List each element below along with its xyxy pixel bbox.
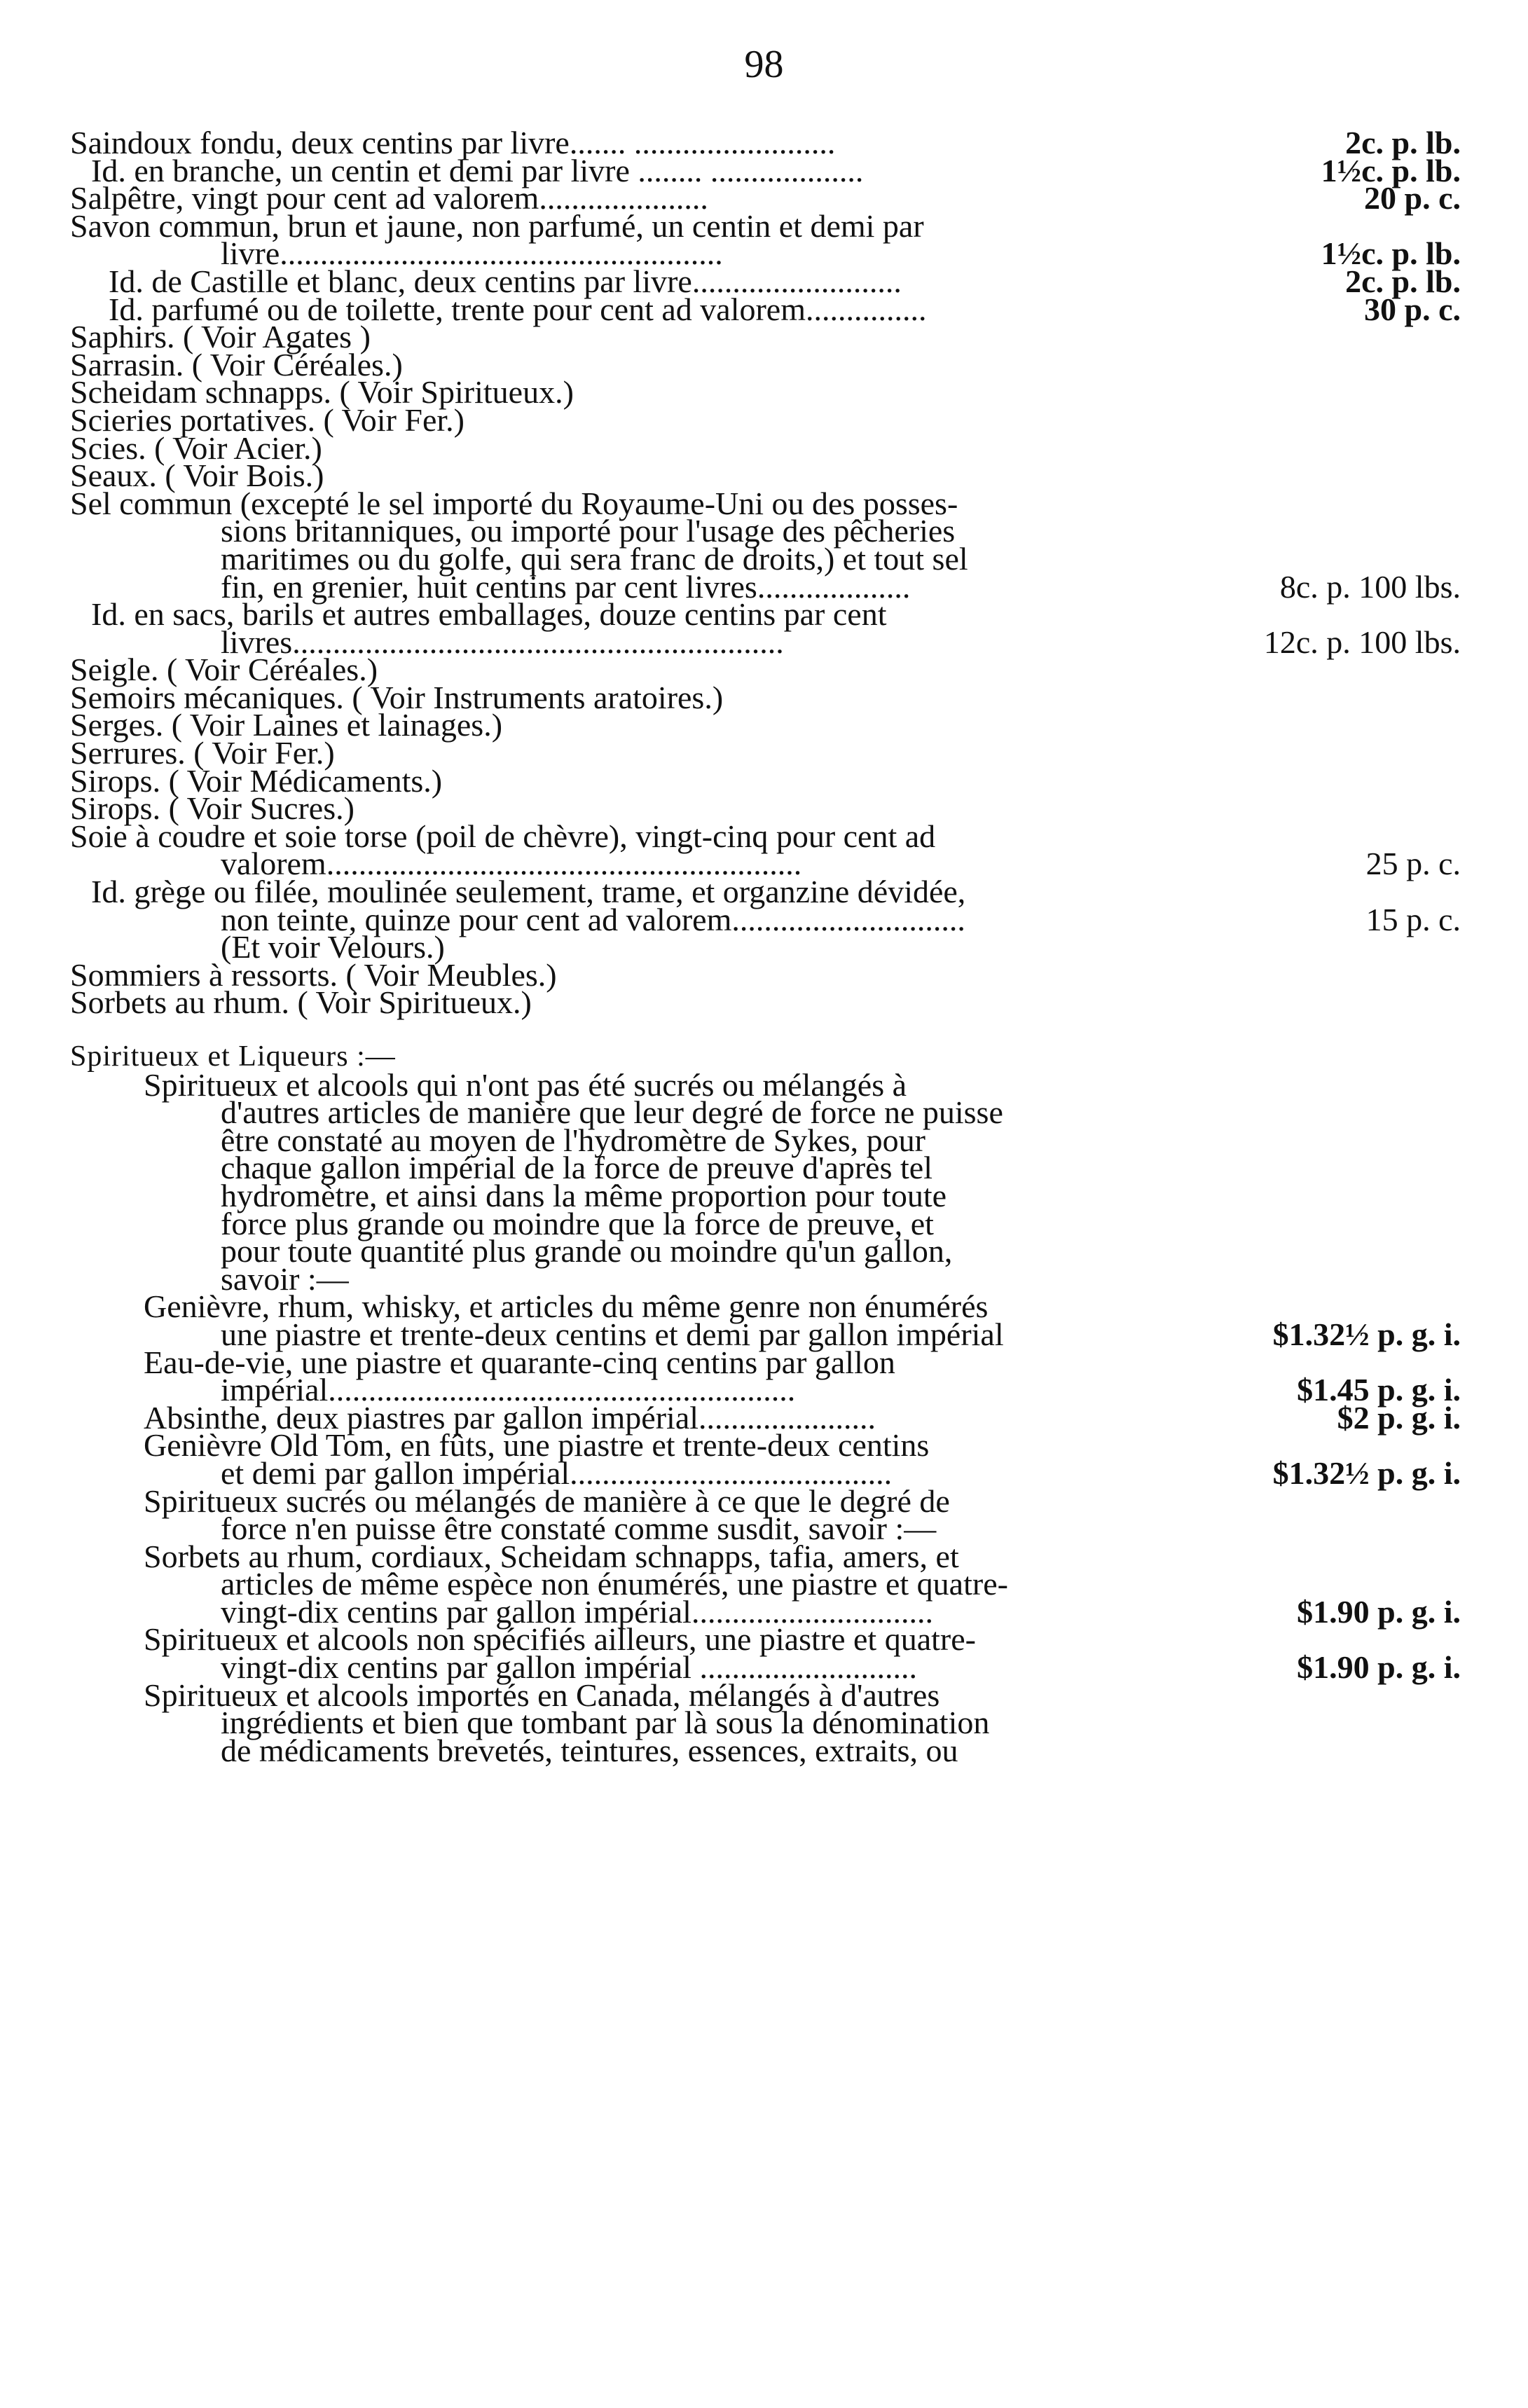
- duty-rate: $2 p. g. i.: [1337, 1399, 1461, 1436]
- line-text: fin, en grenier, huit centins par cent livres...................: [221, 568, 911, 605]
- line-text: livres.............................................................: [221, 624, 784, 660]
- line-text: Scheidam schnapps. ( Voir Spiritueux.): [70, 374, 574, 411]
- line-text: Serrures. ( Voir Fer.): [70, 735, 335, 771]
- line-text: Sorbets au rhum, cordiaux, Scheidam schnapps, tafia, amers, et: [144, 1538, 959, 1574]
- line-text: Id. en branche, un centin et demi par livre ........ ...................: [91, 152, 864, 188]
- tariff-entries: [70, 125, 1461, 1768]
- line-text: force n'en puisse être constaté comme susdit, savoir :—: [221, 1511, 937, 1547]
- line-text: Sorbets au rhum. ( Voir Spiritueux.): [70, 984, 532, 1021]
- line-text: vingt-dix centins par gallon impérial..............................: [221, 1593, 933, 1630]
- line-text: Serges. ( Voir Laines et lainages.): [70, 707, 503, 743]
- line-text: Sel commun (excepté le sel importé du Royaume-Uni ou des posses-: [70, 485, 958, 521]
- line-text: Scies. ( Voir Acier.): [70, 429, 322, 466]
- tariff-line: [70, 1732, 1457, 1768]
- line-text: Spiritueux et alcools importés en Canada, mélangés à d'autres: [144, 1677, 940, 1713]
- duty-rate: $1.32½ p. g. i.: [1272, 1316, 1461, 1352]
- line-text: de médicaments brevetés, teintures, essences, extraits, ou: [221, 1732, 958, 1768]
- duty-rate: 2c. p. lb.: [1345, 125, 1461, 160]
- section-heading-text: Spiritueux et Liqueurs :—: [70, 1040, 396, 1073]
- duty-rate: 25 p. c.: [1365, 846, 1461, 882]
- line-text: Sirops. ( Voir Sucres.): [70, 790, 355, 827]
- line-text: Seaux. ( Voir Bois.): [70, 457, 324, 494]
- line-text: Soie à coudre et soie torse (poil de chèvre), vingt-cinq pour cent ad: [70, 818, 936, 854]
- line-text: non teinte, quinze pour cent ad valorem.............................: [221, 901, 965, 937]
- line-text: pour toute quantité plus grande ou moindre qu'un gallon,: [221, 1233, 953, 1270]
- line-text: valorem...........................................................: [221, 846, 802, 882]
- duty-rate: $1.45 p. g. i.: [1297, 1372, 1461, 1408]
- line-text: Id. de Castille et blanc, deux centins par livre..........................: [109, 263, 902, 299]
- line-text: et demi par gallon impérial........................................: [221, 1454, 893, 1491]
- line-text: chaque gallon impérial de la force de preuve d'après tel: [221, 1150, 932, 1186]
- line-text: (Et voir Velours.): [221, 929, 445, 965]
- line-text: Saphirs. ( Voir Agates ): [70, 319, 371, 355]
- line-text: Eau-de-vie, une piastre et quarante-cinq centins par gallon: [144, 1344, 895, 1380]
- duty-rate: 12c. p. 100 lbs.: [1263, 624, 1461, 660]
- line-text: Salpêtre, vingt pour cent ad valorem.....................: [70, 180, 708, 216]
- line-text: Semoirs mécaniques. ( Voir Instruments aratoires.): [70, 679, 724, 715]
- duty-rate: 20 p. c.: [1364, 180, 1461, 216]
- line-text: Sommiers à ressorts. ( Voir Meubles.): [70, 956, 557, 993]
- line-text: Scieries portatives. ( Voir Fer.): [70, 401, 464, 438]
- line-text: Spiritueux sucrés ou mélangés de manière à ce que le degré de: [144, 1482, 950, 1519]
- line-text: Genièvre, rhum, whisky, et articles du même genre non énumérés: [144, 1288, 989, 1325]
- duty-rate: 1½c. p. lb.: [1321, 235, 1461, 272]
- line-text: maritimes ou du golfe, qui sera franc de droits,) et tout sel: [221, 540, 968, 577]
- duty-rate: 8c. p. 100 lbs.: [1279, 568, 1461, 605]
- line-text: une piastre et trente-deux centins et demi par gallon impérial: [221, 1316, 1004, 1352]
- line-text: être constaté au moyen de l'hydromètre de Sykes, pour: [221, 1122, 925, 1158]
- line-text: savoir :—: [221, 1260, 349, 1297]
- duty-rate: $1.90 p. g. i.: [1297, 1649, 1461, 1686]
- line-text: Spiritueux et alcools non spécifiés ailleurs, une piastre et quatre-: [144, 1621, 976, 1658]
- duty-rate: 2c. p. lb.: [1345, 263, 1461, 299]
- line-text: Spiritueux et alcools qui n'ont pas été sucrés ou mélangés à: [144, 1066, 907, 1103]
- duty-rate: 1½c. p. lb.: [1321, 152, 1461, 188]
- line-text: vingt-dix centins par gallon impérial ...........................: [221, 1649, 917, 1686]
- line-text: hydromètre, et ainsi dans la même proportion pour toute: [221, 1177, 947, 1213]
- line-text: Sirops. ( Voir Médicaments.): [70, 762, 443, 799]
- line-text: Savon commun, brun et jaune, non parfumé, un centin et demi par: [70, 207, 924, 244]
- line-text: force plus grande ou moindre que la force de preuve, et: [221, 1205, 934, 1241]
- line-text: d'autres articles de manière que leur degré de force ne puisse: [221, 1094, 1003, 1131]
- line-text: Id. en sacs, barils et autres emballages, douze centins par cent: [91, 596, 887, 633]
- duty-rate: $1.32½ p. g. i.: [1272, 1454, 1461, 1491]
- line-text: Id. parfumé ou de toilette, trente pour cent ad valorem...............: [109, 291, 927, 327]
- line-text: Sarrasin. ( Voir Céréales.): [70, 346, 403, 383]
- line-text: Id. grège ou filée, moulinée seulement, trame, et organzine dévidée,: [91, 874, 966, 910]
- line-text: Genièvre Old Tom, en fûts, une piastre et trente-deux centins: [144, 1427, 930, 1464]
- duty-rate: 30 p. c.: [1364, 291, 1461, 327]
- tariff-line: [70, 984, 1457, 1021]
- line-text: impérial..........................................................: [221, 1372, 796, 1408]
- line-text: articles de même espèce non énumérés, une piastre et quatre-: [221, 1566, 1008, 1602]
- line-text: sions britanniques, ou importé pour l'usage des pêcheries: [221, 513, 956, 549]
- duty-rate: $1.90 p. g. i.: [1297, 1593, 1461, 1630]
- line-text: Absinthe, deux piastres par gallon impérial......................: [144, 1399, 876, 1436]
- page-number: 98: [744, 43, 784, 86]
- line-text: ingrédients et bien que tombant par là sous la dénomination: [221, 1705, 990, 1741]
- duty-rate: 15 p. c.: [1365, 901, 1461, 937]
- line-text: Saindoux fondu, deux centins par livre....... .........................: [70, 125, 836, 160]
- line-text: Seigle. ( Voir Céréales.): [70, 652, 378, 688]
- line-text: livre.......................................................: [221, 235, 723, 272]
